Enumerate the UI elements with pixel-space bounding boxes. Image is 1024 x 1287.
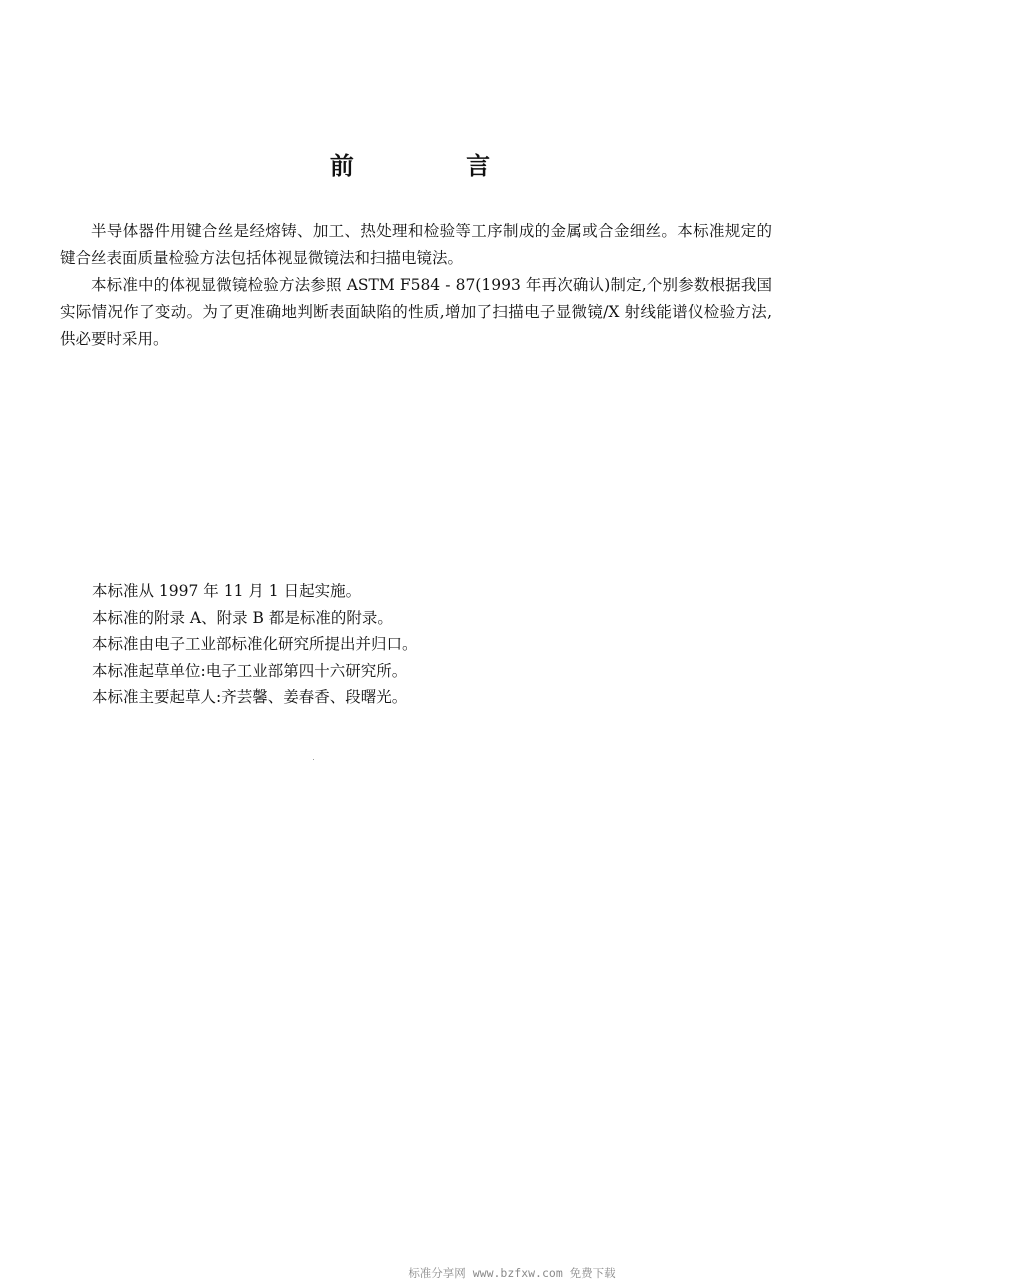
paragraph-2: 本标准中的体视显微镜检验方法参照 ASTM F584 - 87(1993 年再次确认)制定,个别参数根据我国实际情况作了变动。为了更准确地判断表面缺陷的性质,增加了扫描电子显微镜/X 射线能谱仪检验方法,供必要时采用。 [60, 276, 772, 348]
foreword-body [60, 218, 772, 353]
note-effective-date: 本标准从 1997 年 11 月 1 日起实施。 [92, 582, 362, 600]
note-appendices: 本标准的附录 A、附录 B 都是标准的附录。 [92, 608, 393, 627]
page-title: 前 言 [329, 152, 543, 180]
note-proposer: 本标准由电子工业部标准化研究所提出并归口。 [92, 635, 418, 653]
scan-speck [313, 759, 314, 760]
footer-watermark: 标准分享网 www.bzfxw.com 免费下载 [408, 1266, 616, 1280]
standard-notes [92, 578, 418, 711]
note-drafters: 本标准主要起草人:齐芸馨、姜春香、段曙光。 [92, 688, 408, 706]
paragraph-1: 半导体器件用键合丝是经熔铸、加工、热处理和检验等工序制成的金属或合金细丝。本标准规定的键合丝表面质量检验方法包括体视显微镜法和扫描电镜法。 [60, 222, 772, 267]
note-drafting-unit: 本标准起草单位:电子工业部第四十六研究所。 [92, 661, 408, 680]
